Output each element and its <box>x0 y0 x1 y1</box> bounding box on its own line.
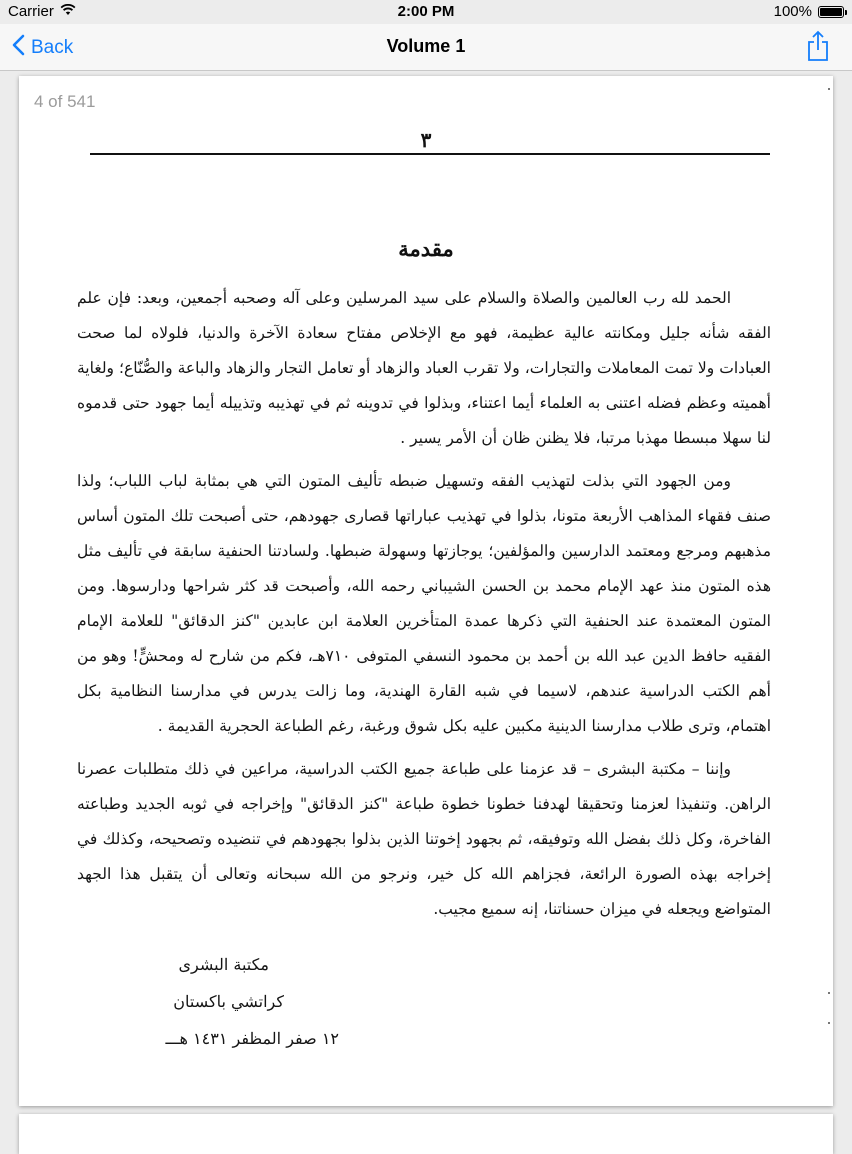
page-edge-mark <box>828 1022 830 1024</box>
status-time: 2:00 PM <box>397 3 455 20</box>
next-page-preview[interactable] <box>19 1114 833 1154</box>
page-number: ٣ <box>420 128 432 152</box>
share-icon <box>806 49 830 66</box>
paragraph: الحمد لله رب العالمين والصلاة والسلام على سيد المرسلين وعلى آله وصحبه أجمعين، وبعد: فإن علم الفقه شأنه جليل ومكانته عالية عظيمة، فهو مع الإخلاص مفتاح سعادة الآخرة والدنيا، فلولاه لما صحت العبادات ولا تمت المعاملات والتجارات، ولا تقرب العباد والزهاد أو تعامل التجار والزهاد والباعة والصُّنّاع؛ ولغاية أهميته وعظم فضله اعتنى به العلماء أيما اعتناء، وبذلوا في تدوينه ثم في تهذيبه وتذييله أيما جهود حتى قدموه لنا سهلا مبسطا مهذبا مرتبا، فلا يظنن ظان أن الأمر يسير . <box>77 289 771 447</box>
back-label: Back <box>31 37 74 58</box>
share-button[interactable] <box>806 30 830 67</box>
battery-icon <box>818 6 844 18</box>
signature-date: ١٢ صفر المظفر ١٤٣١ هـــ <box>165 1029 339 1048</box>
status-right <box>774 3 844 20</box>
signature-city: كراتشي باكستان <box>173 992 284 1011</box>
paragraph: ومن الجهود التي بذلت لتهذيب الفقه وتسهيل ضبطه تأليف المتون التي هي بمثابة لباب اللباب؛ ولذا صنف فقهاء المذاهب الأربعة متونا، بذلوا في تهذيب عباراتها قصارى جهودهم، حتى أصبحت تلك المتون أساس مذهبهم ومرجع ومعتمد الدارسين والمؤلفين؛ يوجازتها وسهولة ضبطها. ولسادتنا الحنفية سابقة في تأليف مثل هذه المتون منذ عهد الإمام محمد بن الحسن الشيباني رحمه الله، وأصبحت قد كثر شراحها ودارسوها. ومن المتون المعتمدة عند الحنفية التي ذكرها عمدة المتأخرين العلامة ابن عابدين "كنز الدقائق" للعلامة الإمام الفقيه حافظ الدين عبد الله بن أحمد بن محمود النسفي المتوفى ٧١٠هـ، فكم من شارح له ومحشٍّ! وهو من أهم الكتب الدراسية عندهم، لاسيما في شبه القارة الهندية، وما زالت يدرس في مدارسنا النظامية بكل اهتمام، وترى طلاب مدارسنا الدينية مكبين عليه بكل شوق ورغبة، رغم الطباعة الحجرية القديمة . <box>77 472 771 735</box>
body-text <box>77 281 771 935</box>
page-edge-mark <box>828 88 830 90</box>
document-page[interactable] <box>19 76 833 1106</box>
nav-title: Volume 1 <box>386 36 466 56</box>
battery-percent: 100% <box>773 3 812 20</box>
carrier-label: Carrier <box>8 3 54 20</box>
paragraph: وإننا – مكتبة البشرى – قد عزمنا على طباعة جميع الكتب الدراسية، مراعين في ذلك متطلبات عصرنا الراهن. وتنفيذا لعزمنا وتحقيقا لهدفنا خطونا خطوة طباعة "كنز الدقائق" وإخراجه في ثوبه الجديد وطباعته الفاخرة، وكل ذلك بفضل الله وتوفيقه، ثم بجهود إخوتنا الذين بذلوا بجهودهم في تنضيده وتصحيحه، وكذلك في إخراجه بهذه الصورة الرائعة، فجزاهم الله كل خير، ونرجو من الله سبحانه وتعالى أن يتقبل هذا الجهد المتواضع ويجعله في ميزان حسناتنا، إنه سميع مجيب. <box>77 760 771 918</box>
signature-publisher: مكتبة البشرى <box>178 955 269 974</box>
page-edge-mark <box>828 992 830 994</box>
header-rule <box>90 153 770 155</box>
page-heading: مقدمة <box>398 236 454 261</box>
signature-block <box>79 946 339 1057</box>
page-counter: 4 of 541 <box>34 92 96 111</box>
navigation-bar <box>0 24 852 71</box>
status-bar <box>0 0 852 24</box>
